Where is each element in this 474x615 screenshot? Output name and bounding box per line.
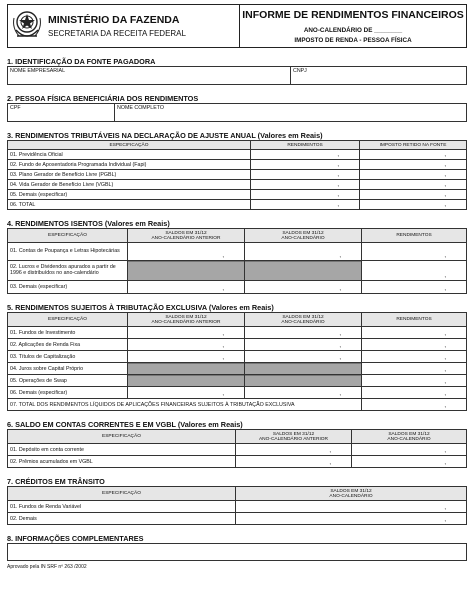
amount-field[interactable] (245, 327, 362, 339)
col-saldo-atual (352, 430, 467, 444)
col-saldo-atual-l2: ANO-CALENDÁRIO (281, 319, 325, 325)
row-label: 02. Fundo de Aposentadoria Programada Individual (Fapi) (8, 160, 251, 170)
table-row (8, 327, 467, 339)
cpf-label: CPF (10, 105, 21, 111)
section-6-table (7, 429, 467, 468)
col-rendimentos: RENDIMENTOS (362, 313, 467, 327)
amount-field[interactable] (362, 339, 467, 351)
section-7-table (7, 486, 467, 525)
company-name-field[interactable] (8, 67, 291, 85)
year-line: ANO-CALENDÁRIO DE ________ (303, 27, 403, 34)
hatched-cell (128, 375, 245, 387)
amount-field[interactable] (362, 281, 467, 294)
row-label: 06. Demais (especificar) (8, 387, 128, 399)
amount-field[interactable] (362, 243, 467, 261)
amount-field[interactable] (362, 351, 467, 363)
row-label: 01. Depósito em conta corrente (8, 444, 236, 456)
table-row (8, 513, 467, 525)
row-label-total: 07. TOTAL DOS RENDIMENTOS LÍQUIDOS DE APLICAÇÕES FINANCEIRAS SUJEITOS À TRIBUTAÇÃO EXCLUSIVA (8, 399, 362, 411)
table-row (8, 444, 467, 456)
approval-note: Aprovado pela IN SRF nº 263 /2002 (7, 564, 87, 570)
section-8-title: 8. INFORMAÇÕES COMPLEMENTARES (7, 534, 144, 543)
row-label: 03. Plano Gerador de Benefício Livre (PGBL) (8, 170, 251, 180)
row-label: 02. Prêmios acumulados em VGBL (8, 456, 236, 468)
amount-field[interactable] (128, 327, 245, 339)
amount-field[interactable] (245, 387, 362, 399)
table-row (8, 160, 467, 170)
col-saldo-anterior (236, 430, 352, 444)
table-row (8, 261, 467, 281)
section-5-table (7, 312, 467, 411)
amount-field[interactable] (245, 351, 362, 363)
col-rendimentos: RENDIMENTOS (362, 229, 467, 243)
col-saldo-atual-l2: ANO-CALENDÁRIO (281, 235, 325, 241)
col-especificacao: ESPECIFICAÇÃO (8, 313, 128, 327)
section-7-title: 7. CRÉDITOS EM TRÂNSITO (7, 477, 105, 486)
section-3-table (7, 140, 467, 210)
table-row (8, 387, 467, 399)
table-row (8, 375, 467, 387)
row-label: 04. Vida Gerador de Benefício Livre (VGBL) (8, 180, 251, 190)
col-saldo-anterior (128, 229, 245, 243)
col-saldo-anterior (128, 313, 245, 327)
table-row (8, 339, 467, 351)
row-label: 03. Títulos de Capitalização (8, 351, 128, 363)
form-header (7, 4, 467, 48)
col-saldo-atual (245, 229, 362, 243)
row-label: 03. Demais (especificar) (8, 281, 128, 294)
section-1-title: 1. IDENTIFICAÇÃO DA FONTE PAGADORA (7, 57, 156, 66)
col-saldo-atual-l1: SALDOS EM 31/12 (282, 314, 324, 320)
coat-of-arms-icon (11, 8, 43, 44)
amount-field[interactable] (352, 456, 467, 468)
hatched-cell (245, 261, 362, 281)
col-especificacao: ESPECIFICAÇÃO (8, 141, 251, 150)
amount-field[interactable] (128, 243, 245, 261)
cnpj-field[interactable] (291, 67, 467, 85)
amount-field[interactable] (236, 501, 467, 513)
amount-field[interactable] (360, 190, 467, 200)
table-row (8, 200, 467, 210)
header-right (240, 5, 466, 47)
section-5-title: 5. RENDIMENTOS SUJEITOS À TRIBUTAÇÃO EXCLUSIVA (Valores em Reais) (7, 303, 274, 312)
amount-field[interactable] (128, 281, 245, 294)
hatched-cell (245, 375, 362, 387)
table-row (8, 501, 467, 513)
full-name-label: NOME COMPLETO (117, 105, 164, 111)
hatched-cell (128, 363, 245, 375)
table-row (8, 170, 467, 180)
table-row (8, 363, 467, 375)
amount-field[interactable] (360, 180, 467, 190)
amount-field[interactable] (245, 243, 362, 261)
amount-field[interactable] (362, 399, 467, 411)
table-row (8, 281, 467, 294)
col-especificacao: ESPECIFICAÇÃO (8, 430, 236, 444)
ministry-name: MINISTÉRIO DA FAZENDA (48, 13, 180, 26)
table-row (8, 190, 467, 200)
amount-field[interactable] (128, 351, 245, 363)
col-saldo-atual-l2: ANO-CALENDÁRIO (387, 436, 431, 442)
full-name-field[interactable] (115, 104, 467, 122)
amount-field[interactable] (362, 375, 467, 387)
amount-field[interactable] (236, 444, 352, 456)
section-3-title: 3. RENDIMENTOS TRIBUTÁVEIS NA DECLARAÇÃO DE AJUSTE ANUAL (Valores em Reais) (7, 131, 323, 140)
row-label: 05. Operações de Swap (8, 375, 128, 387)
amount-field[interactable] (251, 160, 360, 170)
row-label: 02. Aplicações de Renda Fixa (8, 339, 128, 351)
col-saldo-anterior-l1: SALDOS EM 31/12 (272, 431, 315, 437)
col-saldo-anterior-l2: ANO-CALENDÁRIO ANTERIOR (258, 436, 329, 442)
row-label: 01. Fundos de Investimento (8, 327, 128, 339)
amount-field[interactable] (251, 150, 360, 160)
amount-field[interactable] (236, 456, 352, 468)
table-row (8, 243, 467, 261)
amount-field[interactable] (362, 261, 467, 281)
cpf-field[interactable] (8, 104, 115, 122)
informe-form (7, 4, 467, 611)
col-saldo-l2: ANO-CALENDÁRIO (329, 493, 373, 499)
row-label: 01. Contas de Poupança e Letras Hipotecárias (8, 243, 128, 261)
amount-field[interactable] (360, 200, 467, 210)
row-label: 05. Demais (especificar) (8, 190, 251, 200)
col-saldo-anterior-l2: ANO-CALENDÁRIO ANTERIOR (151, 235, 221, 241)
table-row (8, 180, 467, 190)
amount-field[interactable] (251, 170, 360, 180)
table-row (8, 351, 467, 363)
section-4-title: 4. RENDIMENTOS ISENTOS (Valores em Reais) (7, 219, 170, 228)
form-subtitle: IMPOSTO DE RENDA - PESSOA FÍSICA (294, 37, 412, 44)
amount-field[interactable] (360, 170, 467, 180)
amount-field[interactable] (251, 190, 360, 200)
amount-field[interactable] (245, 281, 362, 294)
section-2-title: 2. PESSOA FÍSICA BENEFICIÁRIA DOS RENDIMENTOS (7, 94, 199, 103)
col-especificacao: ESPECIFICAÇÃO (8, 487, 236, 501)
row-label: 01. Previdência Oficial (8, 150, 251, 160)
col-saldo-anterior-l1: SALDOS EM 31/12 (165, 314, 207, 320)
col-saldo-atual-l1: SALDOS EM 31/12 (282, 230, 324, 236)
amount-field[interactable] (245, 339, 362, 351)
amount-field[interactable] (236, 513, 467, 525)
col-especificacao: ESPECIFICAÇÃO (8, 229, 128, 243)
col-rendimentos: RENDIMENTOS (251, 141, 360, 150)
form-title: INFORME DE RENDIMENTOS FINANCEIROS (242, 9, 464, 21)
section-6-title: 6. SALDO EM CONTAS CORRENTES E EM VGBL (Valores em Reais) (7, 420, 243, 429)
amount-field[interactable] (360, 150, 467, 160)
amount-field[interactable] (360, 160, 467, 170)
secretaria-name: SECRETARIA DA RECEITA FEDERAL (48, 28, 186, 38)
row-label: 01. Fundos de Renda Variável (8, 501, 236, 513)
row-label: 02. Lucros e Dividendos apurados a partir de 1996 e distribuídos no ano-calendário (8, 261, 128, 281)
col-saldo-l1: SALDOS EM 31/12 (330, 488, 372, 494)
table-row (8, 150, 467, 160)
section-4-table (7, 228, 467, 294)
amount-field[interactable] (352, 444, 467, 456)
company-name-label: NOME EMPRESARIAL (10, 68, 66, 74)
row-label: 04. Juros sobre Capital Próprio (8, 363, 128, 375)
amount-field[interactable] (251, 180, 360, 190)
col-saldo (236, 487, 467, 501)
section-2-table (7, 103, 467, 122)
col-saldo-atual-l1: SALDOS EM 31/12 (388, 431, 430, 437)
row-label: 06. TOTAL (8, 200, 251, 210)
amount-field[interactable] (362, 327, 467, 339)
col-saldo-atual (245, 313, 362, 327)
amount-field[interactable] (128, 339, 245, 351)
cnpj-label: CNPJ (293, 68, 307, 74)
col-imposto-retido: IMPOSTO RETIDO NA FONTE (360, 141, 467, 150)
table-row (8, 399, 467, 411)
amount-field[interactable] (128, 387, 245, 399)
hatched-cell (128, 261, 245, 281)
amount-field[interactable] (362, 387, 467, 399)
section-1-table (7, 66, 467, 85)
row-label: 02. Demais (8, 513, 236, 525)
amount-field[interactable] (251, 200, 360, 210)
complementary-info-field[interactable] (7, 543, 467, 561)
col-saldo-anterior-l2: ANO-CALENDÁRIO ANTERIOR (151, 319, 221, 325)
col-saldo-anterior-l1: SALDOS EM 31/12 (165, 230, 207, 236)
amount-field[interactable] (362, 363, 467, 375)
hatched-cell (245, 363, 362, 375)
table-row (8, 456, 467, 468)
header-left (8, 5, 240, 47)
